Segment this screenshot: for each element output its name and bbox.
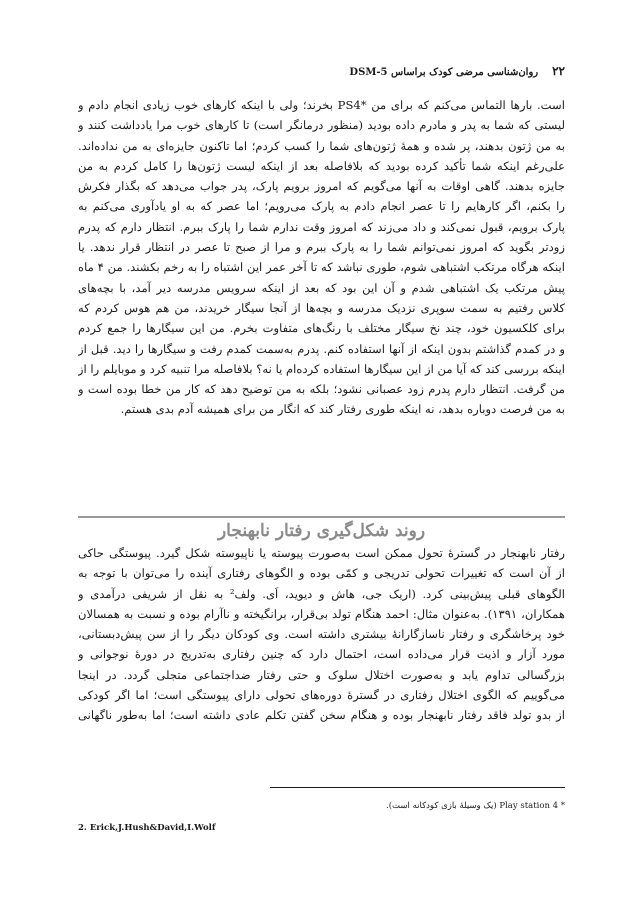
text-line: است. بارها التماس می‌کنم که برای من *PS4 بخرند؛ ولی با اینکه کارهای خوب زیادی انجام دادم و xyxy=(78,98,565,112)
text-line: کلاس رفتیم به سمت سوپری نزدیک مدرسه و بچه‌ها از آنجا سیگار خریدند، من هم هوس کردم که xyxy=(78,300,565,315)
text-line: اینکه بررسی کند که آیا من از این سیگارها استفاده کرده‌ام یا نه؟ بلافاصله مرا تنبیه کرد و موبایلم را از xyxy=(78,361,565,376)
text-line: علی‌رغم اینکه شما تأکید کرده بودید که بلافاصله بعد از اینکه لیست ژتون‌ها را کامل کردم به من xyxy=(78,158,565,173)
footnote-divider xyxy=(270,787,565,788)
text-line: پیش مرتکب یک اشتباهی شدم و آن این بود که بعد از اینکه سرویس مدرسه دیر آمد، با بچه‌های xyxy=(78,280,565,295)
footnote-authors: 2. Erick,J.Hush&David,I.Wolf xyxy=(78,823,216,833)
text-line: می‌گوییم که الگوی اختلال رفتاری در گسترهٔ دوره‌های تحولی دارای پیوستگی است؛ اما اگر کودکی xyxy=(78,688,565,703)
text-line: من گرفت. انتظار دارم پدرم زود عصبانی نشود؛ بلکه به من توضیح دهد که کار من خطا بوده است و xyxy=(78,382,565,397)
running-header xyxy=(78,64,565,82)
text-line: خود پرخاشگری و رفتار ناسازگارانهٔ بیشتری داشته است. وی کودکان دیگر را از سن پیش‌دبستانی، xyxy=(78,627,565,642)
text-line: زودتر بگوید که امروز نمی‌توانم شما را به پارک ببرم و مرا از صبح تا عصر در انتظار قرار ندهد. یا xyxy=(78,240,565,255)
text-line: اینکه هرگاه مرتکب اشتباهی شوم، طوری نباشد که تا آخر عمر این اشتباه را به رخم بکشند. من ۴ ماه xyxy=(78,260,565,275)
text-line: پارک برویم، قبول نمی‌کند و داد می‌زند که امروز وقت ندارم شما را پارک ببرم. انتظار دارم که پدرم xyxy=(78,219,565,234)
text-line: را بکنم، اگر کارهایم را تا عصر انجام دادم به پارک می‌رویم؛ اما عصر که به او یادآوری می‌کنم به xyxy=(78,199,565,214)
footnote-playstation: * Play station 4 (یک وسیلهٔ بازی کودکانه است). xyxy=(386,801,565,811)
section-heading: روند شکل‌گیری رفتار نابهنجار xyxy=(217,521,426,541)
text-line: مورد آزار و اذیت قرار می‌داده است، احتمال دارد که چنین رفتاری به‌تدریج در دورهٔ نوجوانی و xyxy=(78,647,565,662)
text-line: بزرگسالی تداوم یابد و به‌صورت اختلال سلوک و حتی رفتار ضداجتماعی متجلی گردد. در اینجا xyxy=(78,667,565,682)
text-line: و در کمدم گذاشتم بدون اینکه از آنها استفاده کنم. پدرم به‌سمت کمدم رفت و سیگارها را دید. قبل از xyxy=(78,341,565,356)
text-line: برای کلکسیون خود، چند نخ سیگار مختلف با رنگ‌های متفاوت بخرم. من این سیگارها را جمع کردم xyxy=(78,321,565,336)
running-title: روان‌شناسی مرضی کودک براساس DSM-5 xyxy=(349,67,539,78)
page-number: ۲۲ xyxy=(552,64,565,78)
text-line: رفتار نابهنجار در گسترهٔ تحول ممکن است به‌صورت پیوسته یا ناپیوسته شکل گیرد. پیوستگی حاکی xyxy=(78,546,565,560)
text-line: به من ژتون بدهند، پر شده و همهٔ ژتون‌های شما را کسب کردم؛ اما تاکنون جایزه‌ای به من نداده‌اند. xyxy=(78,138,565,153)
text-line: از بدو تولد فاقد رفتار نابهنجار بوده و هنگام سخن گفتن تکلم عادی داشته است؛ اما به‌طور ناگهانی xyxy=(78,708,565,723)
section-divider xyxy=(78,516,565,518)
text-line: از آن است که تغییرات تحولی تدریجی و کمّی بوده و الگوهای رفتاری آینده را می‌توان با توجه به xyxy=(78,566,565,581)
text-line: لیستی که شما به پدر و مادرم داده بودید (منظور درمانگر است) تا کارهای خوب مرا یادداشت کنند و xyxy=(78,118,565,133)
paragraph-abnormal-behavior xyxy=(78,543,565,726)
text-line: الگوهای قبلی پیش‌بینی کرد. (اریک جی، هاش و دیوید، اَی. ولف² به نقل از شریفی درآمدی و xyxy=(78,586,565,601)
text-line: به من فرصت دوباره بدهد، نه اینکه طوری رفتار کند که انگار من برای همیشه آدم بدی هستم. xyxy=(120,402,565,417)
text-line: جایزه بدهند. گاهی اوقات به آنها می‌گویم که امروز برویم پارک، پدر جواب می‌دهد که بگذار فکرش xyxy=(78,179,565,194)
text-line: همکاران، ۱۳۹۱). به‌عنوان مثال: احمد هنگام تولد بی‌قرار، برانگیخته و ناآرام بوده و نسبت به همسالان xyxy=(78,606,565,621)
paragraph-case-narrative xyxy=(78,95,565,420)
